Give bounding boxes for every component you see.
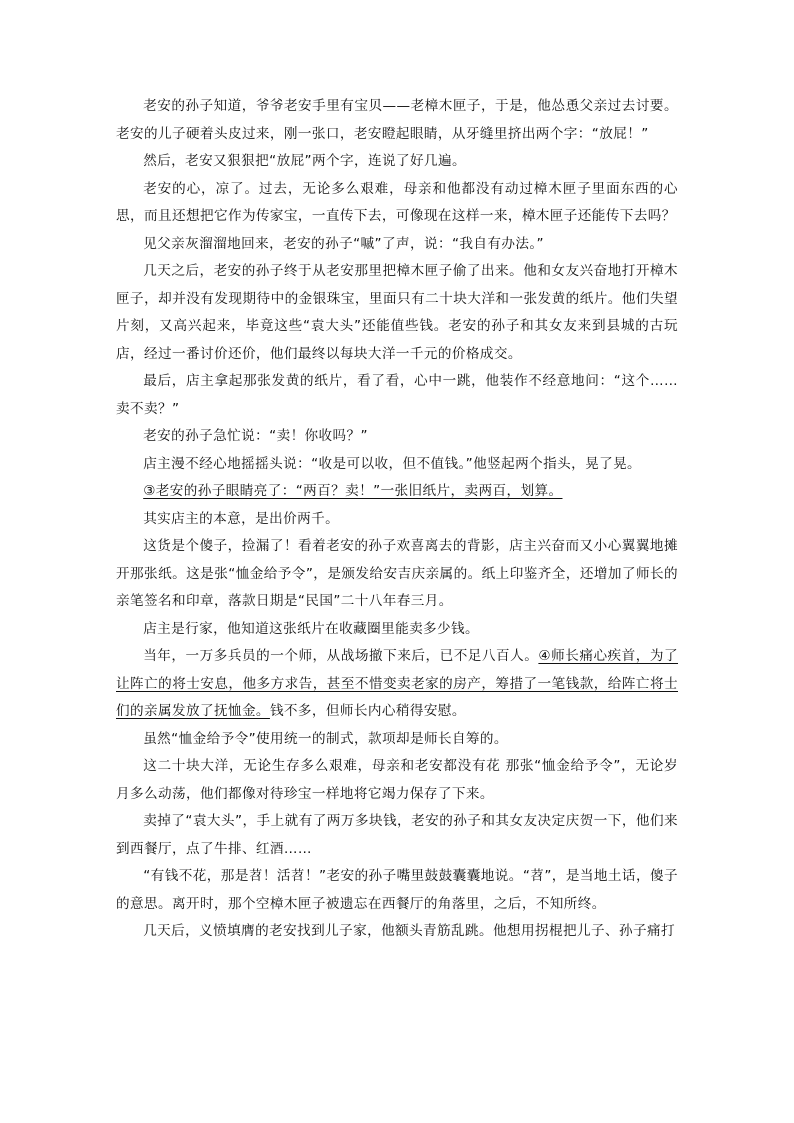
paragraph-1 <box>116 93 678 148</box>
text-segment: 老安的孙子知道，爷爷老安手里有宝贝——老樟木匣子，于是，他怂恿父亲过去讨要。老安的儿子硬着头皮过来，刚一张口，老安瞪起眼睛，从牙缝里挤出两个字：“放屁！” <box>116 98 678 142</box>
paragraph-5 <box>116 258 678 368</box>
paragraph-7 <box>116 423 678 451</box>
underlined-sentence-4: ④师长痛心疾首，为了让阵亡的将士安息，他多方求告，甚至不惜变卖老家的房产，筹措了一笔钱款，给阵亡将士们的亲属发放了抚恤金。 <box>116 648 679 719</box>
text-segment: 卖掉了“袁大头”，手上就有了两万多块钱，老安的孙子和其女友决定庆贺一下，他们来到西餐厅，点了牛排、红酒…… <box>116 813 678 857</box>
text-segment: 店主是行家，他知道这张纸片在收藏圈里能卖多少钱。 <box>143 620 480 637</box>
paragraph-4 <box>116 231 678 259</box>
text-segment: 然后，老安又狠狠把“放屁”两个字，连说了好几遍。 <box>143 153 466 169</box>
text-segment: 当年，一万多兵员的一个师，从战场撤下来后，已不足八百人。 <box>143 648 539 664</box>
text-segment: 老安的孙子急忙说：“卖！你收吗？” <box>143 428 368 444</box>
paragraph-3 <box>116 176 678 231</box>
text-segment: 见父亲灰溜溜地回来，老安的孙子“嘁”了声，说：“我自有办法。” <box>143 235 544 252</box>
underlined-sentence-3: ③老安的孙子眼睛亮了：“两百？卖！”一张旧纸片，卖两百，划算。 <box>143 483 563 499</box>
text-segment: 几天之后，老安的孙子终于从老安那里把樟木匣子偷了出来。他和女友兴奋地打开樟木匣子，却并没有发现期待中的金银珠宝，里面只有二十块大洋和一张发黄的纸片。他们失望片刻，又高兴起来，毕竟这些“袁大头”还能值些钱。老安的孙子和其女友来到县城的古玩店，经过一番讨价还价，他们最终以每块大洋一千元的价格成交。 <box>116 263 678 362</box>
text-segment: 最后，店主拿起那张发黄的纸片，看了看，心中一跳，他装作不经意地问：“这个……卖不卖？” <box>116 373 678 417</box>
text-segment: 几天后，义愤填膺的老安找到儿子家，他额头青筋乱跳。他想用拐棍把儿子、孙子痛打 <box>143 923 675 939</box>
text-segment: 老安的心，凉了。过去，无论多么艰难，母亲和他都没有动过樟木匣子里面东西的心思，而且还想把它作为传家宝，一直传下去，可像现在这样一来，樟木匣子还能传下去吗？ <box>116 180 678 224</box>
paragraph-17 <box>116 863 678 918</box>
document-body <box>116 93 678 946</box>
text-segment: 钱不多，但师长内心稍得安慰。 <box>269 703 466 719</box>
paragraph-14 <box>116 726 678 754</box>
paragraph-13 <box>116 643 678 726</box>
paragraph-10 <box>116 506 678 534</box>
paragraph-6 <box>116 368 678 423</box>
paragraph-16 <box>116 808 678 863</box>
paragraph-15 <box>116 753 678 808</box>
text-segment: 这二十块大洋，无论生存多么艰难，母亲和老安都没有花 那张“恤金给予令”，无论岁月多么动荡，他们都像对待珍宝一样地将它竭力保存了下来。 <box>116 758 678 802</box>
paragraph-2 <box>116 148 678 176</box>
text-segment: 店主漫不经心地摇摇头说：“收是可以收，但不值钱。”他竖起两个指头，晃了晃。 <box>143 455 642 472</box>
text-segment: 其实店主的本意，是出价两千。 <box>143 510 340 527</box>
text-segment: “有钱不花，那是苕！活苕！”老安的孙子嘴里鼓鼓囊囊地说。“苕”，是当地土话，傻子的意思。离开时，那个空樟木匣子被遗忘在西餐厅的角落里，之后，不知所终。 <box>116 868 678 912</box>
paragraph-18 <box>116 918 678 946</box>
paragraph-8 <box>116 451 678 479</box>
text-segment: 虽然“恤金给予令”使用统一的制式，款项却是师长自筹的。 <box>143 730 508 747</box>
paragraph-9 <box>116 478 678 506</box>
paragraph-12 <box>116 616 678 644</box>
text-segment: 这货是个傻子，捡漏了！看着老安的孙子欢喜离去的背影，店主兴奋而又小心翼翼地摊开那张纸。这是张“恤金给予令”，是颁发给安吉庆亲属的。纸上印鉴齐全，还增加了师长的亲笔签名和印章，落款日期是“民国”二十八年春三月。 <box>116 538 678 609</box>
paragraph-11 <box>116 533 678 616</box>
